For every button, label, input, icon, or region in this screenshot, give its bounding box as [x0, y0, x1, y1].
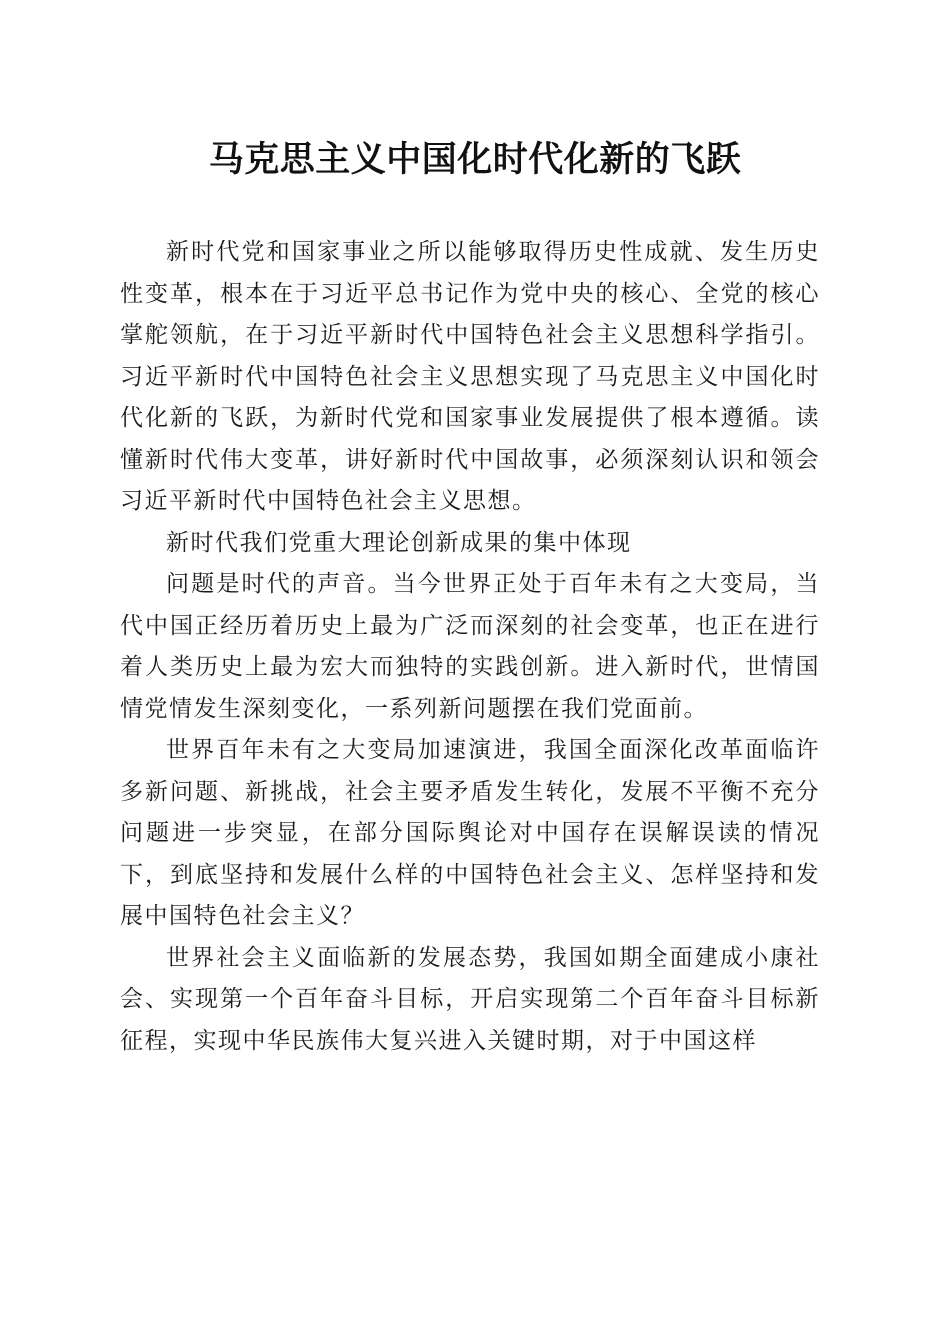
paragraph-intro: 新时代党和国家事业之所以能够取得历史性成就、发生历史性变革，根本在于习近平总书记作为党中央的核心、全党的核心掌舵领航，在于习近平新时代中国特色社会主义思想科学指引。习近平新时代中国特色社会主义思想实现了马克思主义中国化时代化新的飞跃，为新时代党和国家事业发展提供了根本遵循。读懂新时代伟大变革，讲好新时代中国故事，必须深刻认识和领会习近平新时代中国特色社会主义思想。 [120, 239, 820, 514]
paragraph-socialism: 世界社会主义面临新的发展态势，我国如期全面建成小康社会、实现第一个百年奋斗目标，开启实现第二个百年奋斗目标新征程，实现中华民族伟大复兴进入关键时期，对于中国这样 [120, 944, 820, 1054]
paragraph-world-change: 世界百年未有之大变局加速演进，我国全面深化改革面临许多新问题、新挑战，社会主要矛盾发生转化，发展不平衡不充分问题进一步突显，在部分国际舆论对中国存在误解误读的情况下，到底坚持和发展什么样的中国特色社会主义、怎样坚持和发展中国特色社会主义？ [120, 737, 820, 929]
document-body [120, 232, 820, 1062]
document-title: 马克思主义中国化时代化新的飞跃 [208, 139, 742, 180]
paragraph-problem: 问题是时代的声音。当今世界正处于百年未有之大变局，当代中国正经历着历史上最为广泛而深刻的社会变革，也正在进行着人类历史上最为宏大而独特的实践创新。进入新时代，世情国情党情发生深刻变化，一系列新问题摆在我们党面前。 [120, 571, 820, 722]
section-heading: 新时代我们党重大理论创新成果的集中体现 [166, 529, 632, 556]
